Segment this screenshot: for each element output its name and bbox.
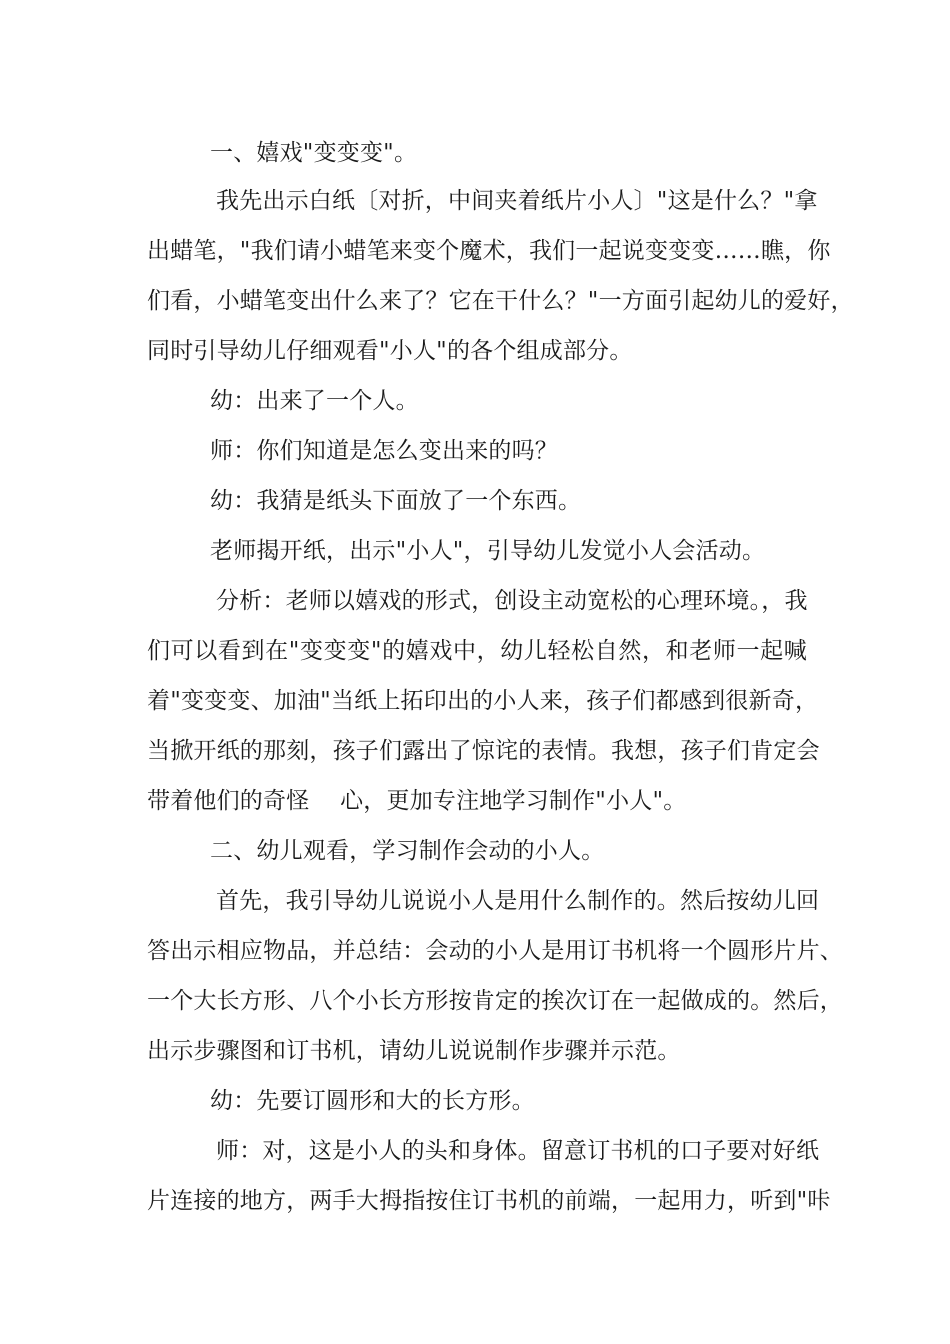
paragraph-line: 答出示相应物品，并总结：会动的小人是用订书机将一个圆形片片、 (147, 938, 843, 964)
dialogue-line: 师：你们知道是怎么变出来的吗？ (210, 438, 558, 464)
paragraph-line: 们看，小蜡笔变出什么来了？它在干什么？"一方面引起幼儿的爱好， (147, 288, 854, 314)
paragraph-line: 出示步骤图和订书机，请幼儿说说制作步骤并示范。 (147, 1038, 681, 1064)
paragraph-line: 同时引导幼儿仔细观看"小人"的各个组成部分。 (147, 338, 633, 364)
section-heading-2: 二、幼儿观看，学习制作会动的小人。 (210, 838, 605, 864)
dialogue-line: 幼：先要订圆形和大的长方形。 (210, 1088, 535, 1114)
dialogue-line: 幼：我猜是纸头下面放了一个东西。 (210, 488, 582, 514)
paragraph-line: 分析：老师以嬉戏的形式，创设主动宽松的心理环境。，我 (216, 588, 808, 614)
paragraph-line: 着"变变变、加油"当纸上拓印出的小人来，孩子们都感到很新奇， (147, 688, 819, 714)
dialogue-line: 师：对，这是小人的头和身体。留意订书机的口子要对好纸 (216, 1138, 820, 1164)
paragraph-line: 我先出示白纸〔对折，中间夹着纸片小人〕"这是什么？"拿 (216, 188, 818, 214)
paragraph-line: 一个大长方形、八个小长方形按肯定的挨次订在一起做成的。然后， (147, 988, 843, 1014)
paragraph-line: 当掀开纸的那刻，孩子们露出了惊诧的表情。我想，孩子们肯定会 (147, 738, 820, 764)
paragraph-line: 片连接的地方，两手大拇指按住订书机的前端，一起用力，听到"咔 (147, 1188, 831, 1214)
paragraph-line: 带着他们的奇怪 心，更加专注地学习制作"小人"。 (147, 788, 687, 814)
dialogue-line: 幼：出来了一个人。 (210, 388, 419, 414)
paragraph-line: 出蜡笔，"我们请小蜡笔来变个魔术，我们一起说变变变……瞧，你 (147, 238, 831, 264)
section-heading-1: 一、嬉戏"变变变"。 (210, 140, 418, 166)
paragraph-line: 们可以看到在"变变变"的嬉戏中，幼儿轻松自然，和老师一起喊 (147, 638, 807, 664)
paragraph-line: 老师揭开纸，出示"小人"，引导幼儿发觉小人会活动。 (210, 538, 766, 564)
paragraph-line: 首先，我引导幼儿说说小人是用什么制作的。然后按幼儿回 (216, 888, 820, 914)
